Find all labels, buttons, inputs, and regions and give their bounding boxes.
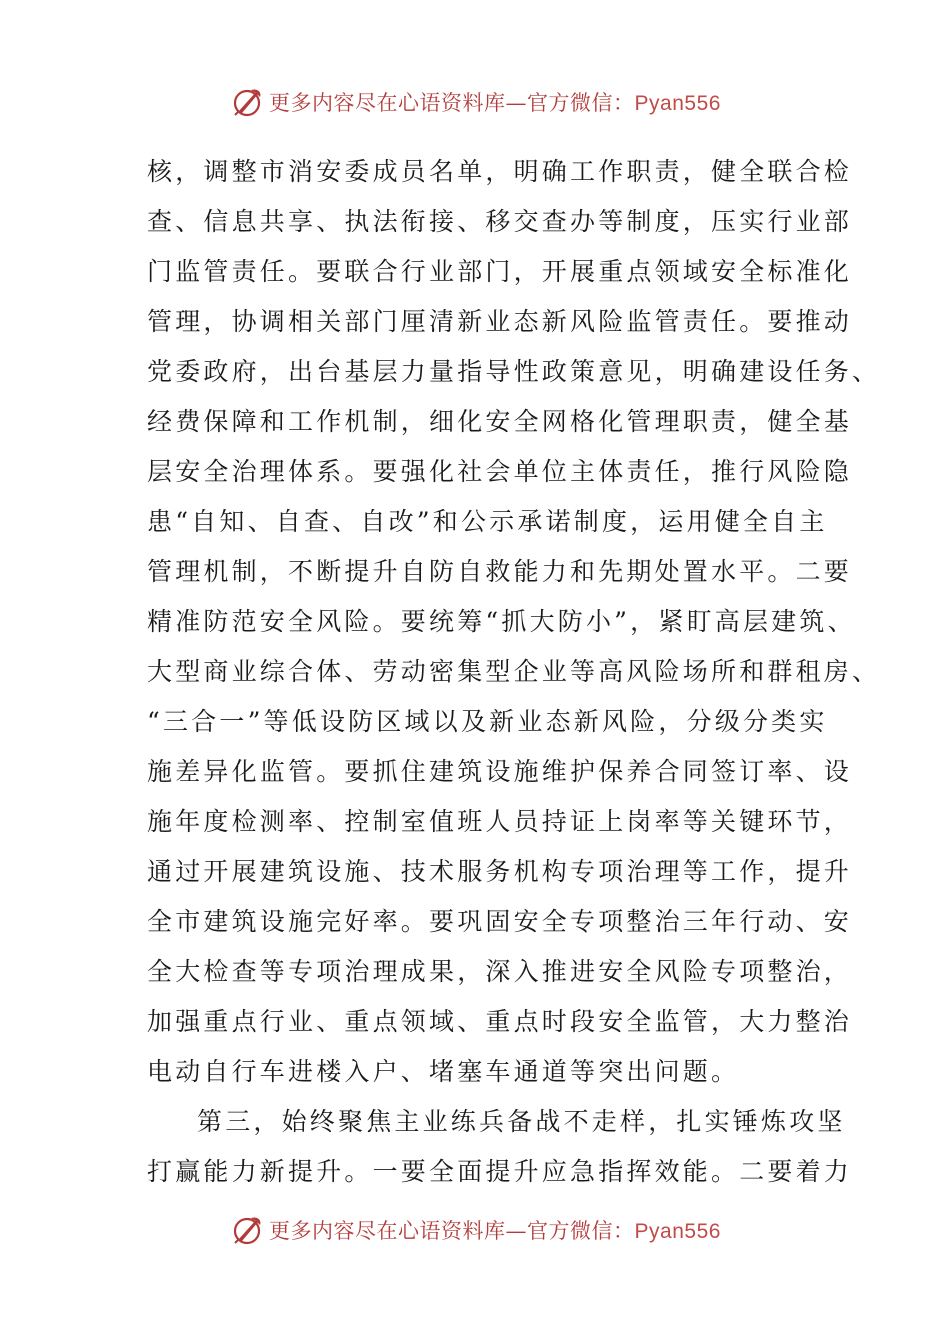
body-line: 精准防范安全风险。要统筹“抓大防小”，紧盯高层建筑、 — [147, 607, 856, 636]
body-line: 管理，协调相关部门厘清新业态新风险监管责任。要推动 — [147, 307, 853, 336]
quill-pen-icon — [229, 84, 265, 120]
footer-watermark — [0, 1210, 950, 1250]
body-line: 查、信息共享、执法衔接、移交查办等制度，压实行业部 — [147, 207, 853, 236]
body-line: 患“自知、自查、自改”和公示承诺制度，运用健全自主 — [147, 507, 828, 536]
watermark-text: 更多内容尽在心语资料库—官方微信： — [269, 1219, 635, 1243]
body-line: 打赢能力新提升。一要全面提升应急指挥效能。二要着力 — [147, 1157, 853, 1186]
body-line: 全市建筑设施完好率。要巩固安全专项整治三年行动、安 — [147, 907, 853, 936]
body-line: 全大检查等专项治理成果，深入推进安全风险专项整治， — [147, 957, 853, 986]
body-line: “三合一”等低设防区域以及新业态新风险，分级分类实 — [147, 707, 828, 736]
header-watermark — [0, 82, 950, 122]
body-line: 第三，始终聚焦主业练兵备战不走样，扎实锤炼攻坚 — [197, 1107, 846, 1136]
wechat-id: Pyan556 — [634, 92, 721, 115]
watermark-text: 更多内容尽在心语资料库—官方微信： — [269, 91, 635, 115]
body-line: 施差异化监管。要抓住建筑设施维护保养合同签订率、设 — [147, 757, 853, 786]
body-line: 门监管责任。要联合行业部门，开展重点领域安全标准化 — [147, 257, 853, 286]
quill-pen-icon — [229, 1212, 265, 1248]
body-line: 核，调整市消安委成员名单，明确工作职责，健全联合检 — [147, 157, 853, 186]
body-line: 施年度检测率、控制室值班人员持证上岗率等关键环节， — [147, 807, 853, 836]
body-line: 层安全治理体系。要强化社会单位主体责任，推行风险隐 — [147, 457, 853, 486]
document-body — [147, 147, 881, 1197]
body-line: 党委政府，出台基层力量指导性政策意见，明确建设任务、 — [147, 357, 881, 386]
wechat-id: Pyan556 — [634, 1220, 721, 1243]
body-line: 加强重点行业、重点领域、重点时段安全监管，大力整治 — [147, 1007, 853, 1036]
body-line: 管理机制，不断提升自防自救能力和先期处置水平。二要 — [147, 557, 853, 586]
body-line: 电动自行车进楼入户、堵塞车通道等突出问题。 — [147, 1057, 740, 1086]
body-line: 经费保障和工作机制，细化安全网格化管理职责，健全基 — [147, 407, 853, 436]
body-line: 大型商业综合体、劳动密集型企业等高风险场所和群租房、 — [147, 657, 881, 686]
body-line: 通过开展建筑设施、技术服务机构专项治理等工作，提升 — [147, 857, 853, 886]
